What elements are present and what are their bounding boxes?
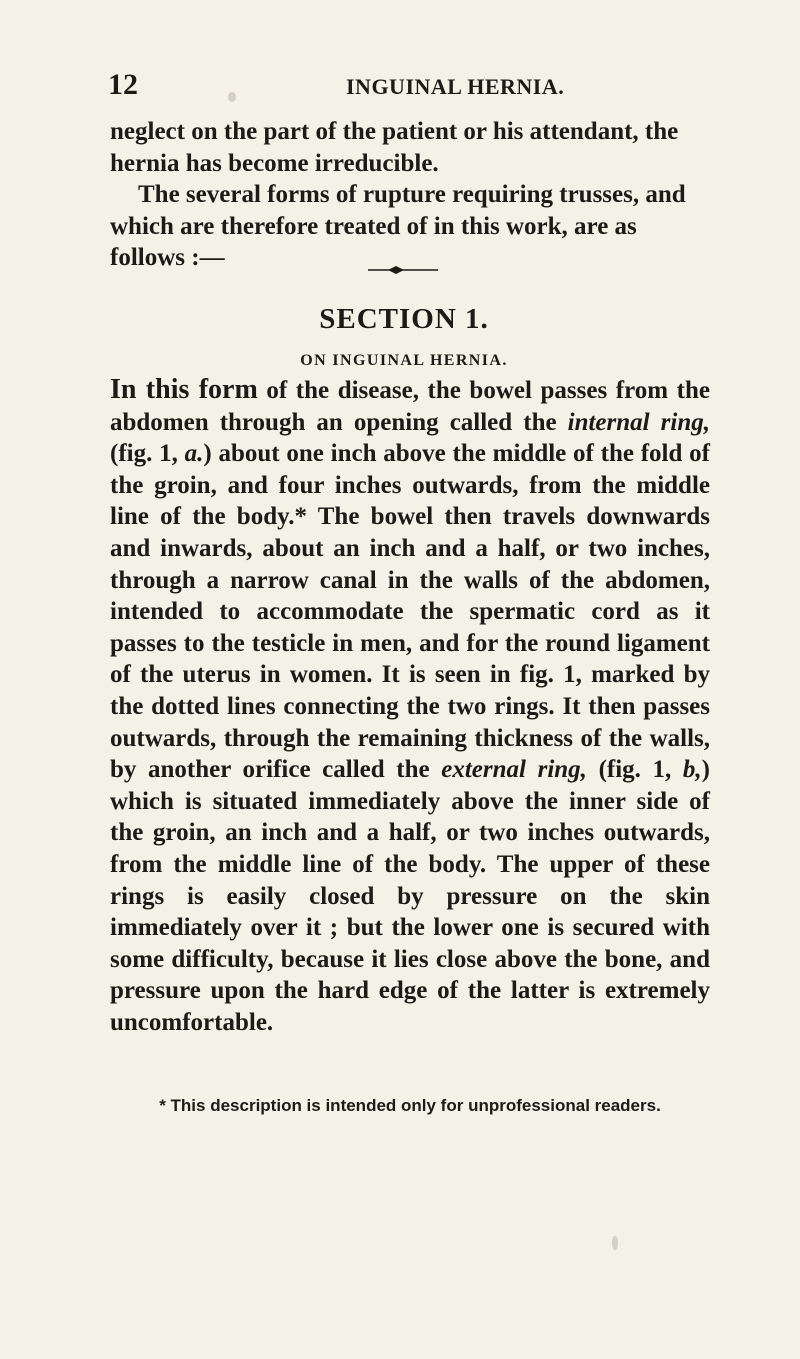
page-number: 12 bbox=[108, 68, 138, 101]
paragraph-part-a: of the disease, the bowel passes from the abdomen through an opening called the bbox=[110, 377, 710, 436]
term-external-ring: external ring, bbox=[441, 756, 587, 784]
paragraph-part-b: (fig. 1, bbox=[110, 440, 185, 468]
intro-line-1: neglect on the part of the patient or his attendant, the hernia has become irreducible. bbox=[110, 118, 679, 177]
lead-words: In this form bbox=[110, 374, 258, 405]
paper-speck bbox=[612, 1236, 618, 1250]
section-paragraph bbox=[110, 374, 710, 1038]
figure-ref-a: a. bbox=[184, 440, 204, 468]
paper-speck bbox=[228, 92, 236, 102]
figure-ref-b: b, bbox=[682, 756, 702, 784]
term-internal-ring: internal ring, bbox=[567, 408, 710, 436]
intro-line-2: The several forms of rupture requiring trusses, and which are therefore treated of in this work, are as follows :— bbox=[110, 181, 686, 271]
intro-text bbox=[110, 116, 710, 274]
section-subtitle: ON INGUINAL HERNIA. bbox=[300, 352, 508, 369]
footnote: * This description is intended only for unprofessional readers. bbox=[159, 1096, 661, 1115]
running-head: INGUINAL HERNIA. bbox=[346, 74, 565, 99]
section-body bbox=[110, 374, 710, 1038]
paragraph-part-e: ) which is situated immediately above the inner side of the groin, an inch and a half, or two inches outwards, from the middle line of the body. The upper of these rings is easily closed by pressure on the skin immediately over it ; but the lower one is secured with some difficulty, because it lies close above the bone, and pressure upon the hard edge of the latter is extremely uncomfortable. bbox=[110, 756, 710, 1036]
section-divider-ornament bbox=[368, 264, 438, 276]
page-header bbox=[108, 68, 708, 108]
paragraph-part-d: (fig. 1, bbox=[586, 756, 683, 784]
section-title: SECTION 1. bbox=[319, 303, 489, 335]
paragraph-part-c: ) about one inch above the middle of the fold of the groin, and four inches outwards, from the middle line of the body.* The bowel then travels downwards and inwards, about an inch and a half, or two inches, through a narrow canal in the walls of the abdomen, intended to accommodate the spermatic cord as it passes to the testicle in men, and for the round ligament of the uterus in women. It is seen in fig. 1, marked by the dotted lines connecting the two rings. It then passes outwards, through the remaining thickness of the walls, by another orifice called the bbox=[110, 440, 710, 784]
